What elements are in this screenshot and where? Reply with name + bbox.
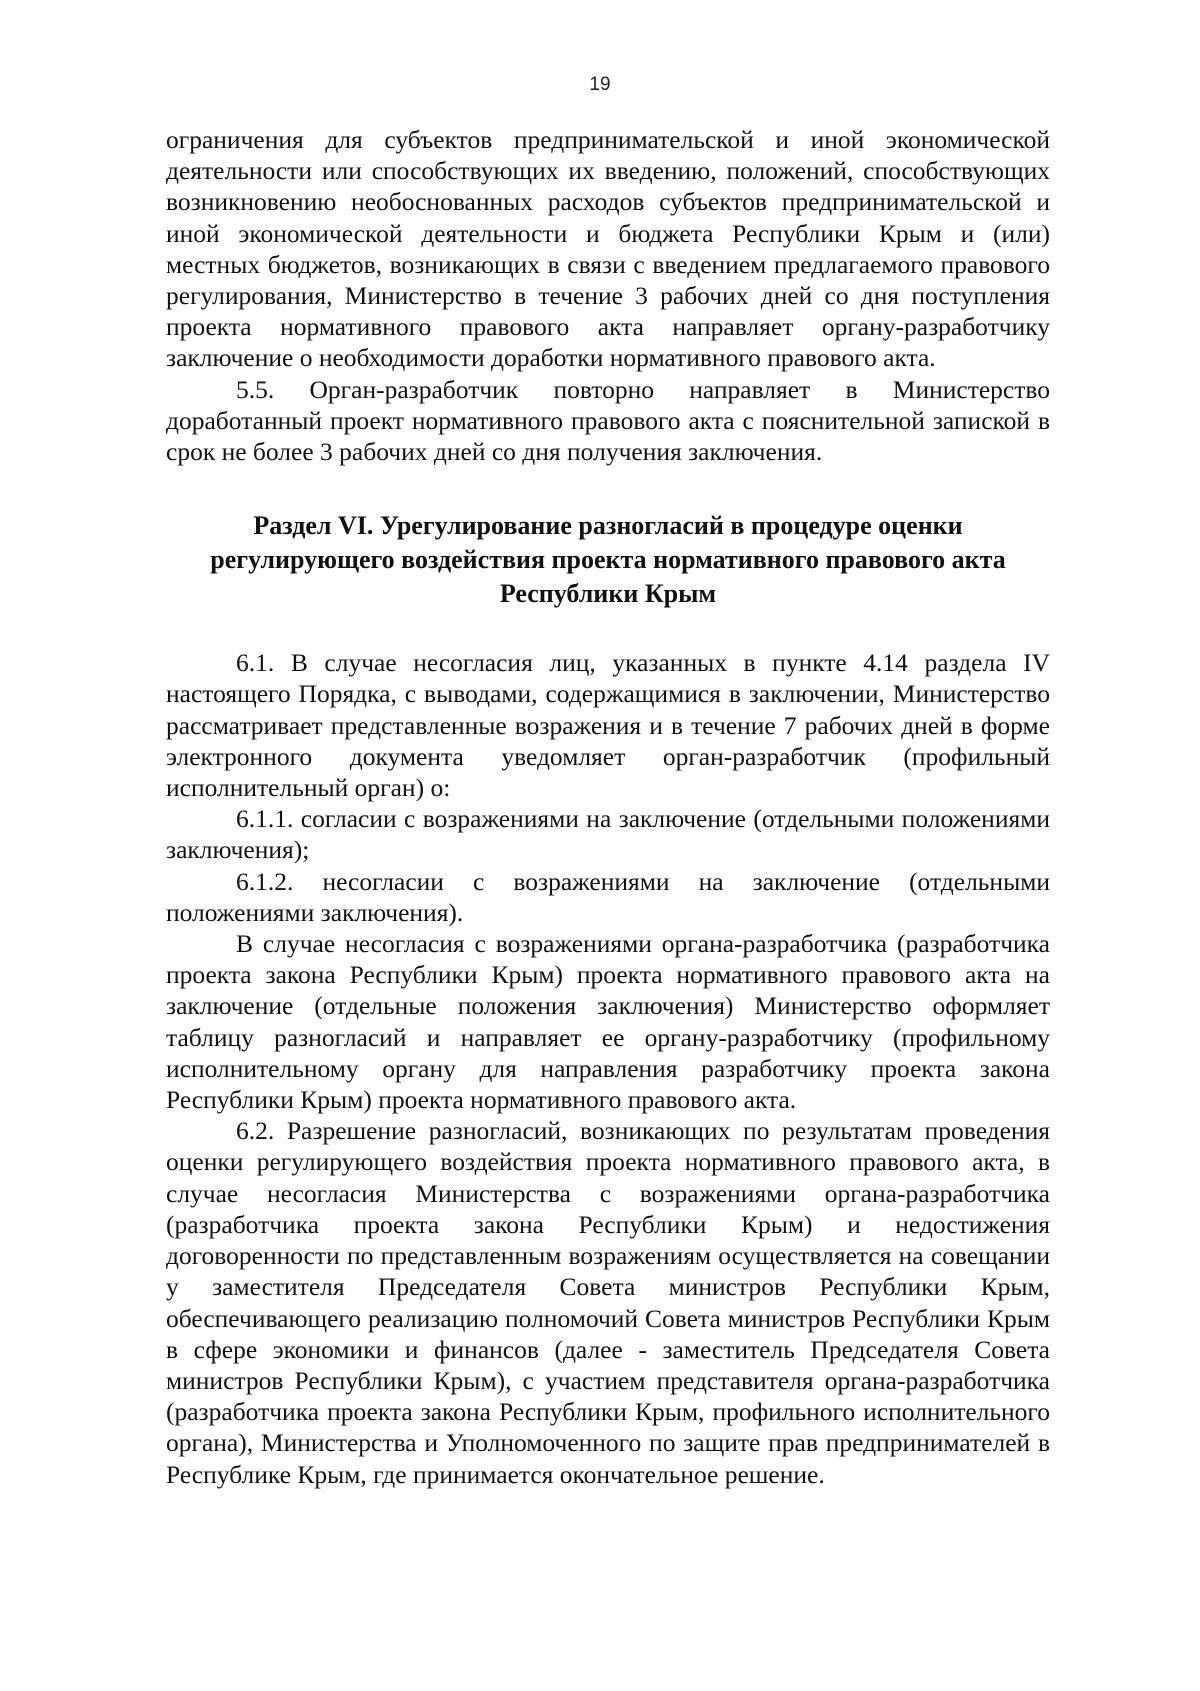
section-title-line-2: регулирующего воздействия проекта нормативного правового акта [210,545,1006,575]
paragraph-6-2: 6.2. Разрешение разногласий, возникающих по результатам проведения оценки регулирующего воздействия проекта нормативного правового акта, в случае несогласия Министерства с возражениями органа-разработчика (разработчика проекта закона Республики Крым) и недостижения договоренности по представленным возражениям осуществляется на совещании у заместителя Председателя Совета министров Республики Крым, обеспечивающего реализацию полномочий Совета министров Республики Крым в сфере экономики и финансов (далее - заместитель Председателя Совета министров Республики Крым), с участием представителя органа-разработчика (разработчика проекта закона Республики Крым, профильного исполнительного органа), Министерства и Уполномоченного по защите прав предпринимателей в Республике Крым, где принимается окончательное решение. [166,1116,1050,1489]
section-title [166,509,1050,611]
paragraph-5-5: 5.5. Орган-разработчик повторно направляет в Министерство доработанный проект нормативного правового акта с пояснительной запиской в срок не более 3 рабочих дней со дня получения заключения. [166,374,1050,467]
paragraph-6-1-1: 6.1.1. согласии с возражениями на заключение (отдельными положениями заключения); [166,804,1050,865]
paragraph-6-1-2: 6.1.2. несогласии с возражениями на заключение (отдельными положениями заключения). [166,866,1050,927]
section-title-line-3: Республики Крым [499,579,717,609]
paragraph-disagreement: В случае несогласия с возражениями органа-разработчика (разработчика проекта закона Республики Крым) проекта нормативного правового акта на заключение (отдельные положения заключения) Министерство оформляет таблицу разногласий и направляет ее органу-разработчику (профильному исполнительному органу для направления разработчику проекта закона Республики Крым) проекта нормативного правового акта. [166,929,1050,1115]
section-title-line-1: Раздел VI. Урегулирование разногласий в процедуре оценки [253,511,963,541]
paragraph-continuation: ограничения для субъектов предпринимательской и иной экономической деятельности или способствующих их введению, положений, способствующих возникновению необоснованных расходов субъектов предпринимательской и иной экономической деятельности и бюджета Республики Крым и (или) местных бюджетов, возникающих в связи с введением предлагаемого правового регулирования, Министерство в течение 3 рабочих дней со дня поступления проекта нормативного правового акта направляет органу-разработчику заключение о необходимости доработки нормативного правового акта. [166,125,1050,373]
paragraph-6-1: 6.1. В случае несогласия лиц, указанных в пункте 4.14 раздела IV настоящего Порядка, с выводами, содержащимися в заключении, Министерство рассматривает представленные возражения и в течение 7 рабочих дней в форме электронного документа уведомляет орган-разработчик (профильный исполнительный орган) о: [166,648,1050,803]
document-body [166,124,1050,1490]
page-number: 19 [589,74,611,95]
